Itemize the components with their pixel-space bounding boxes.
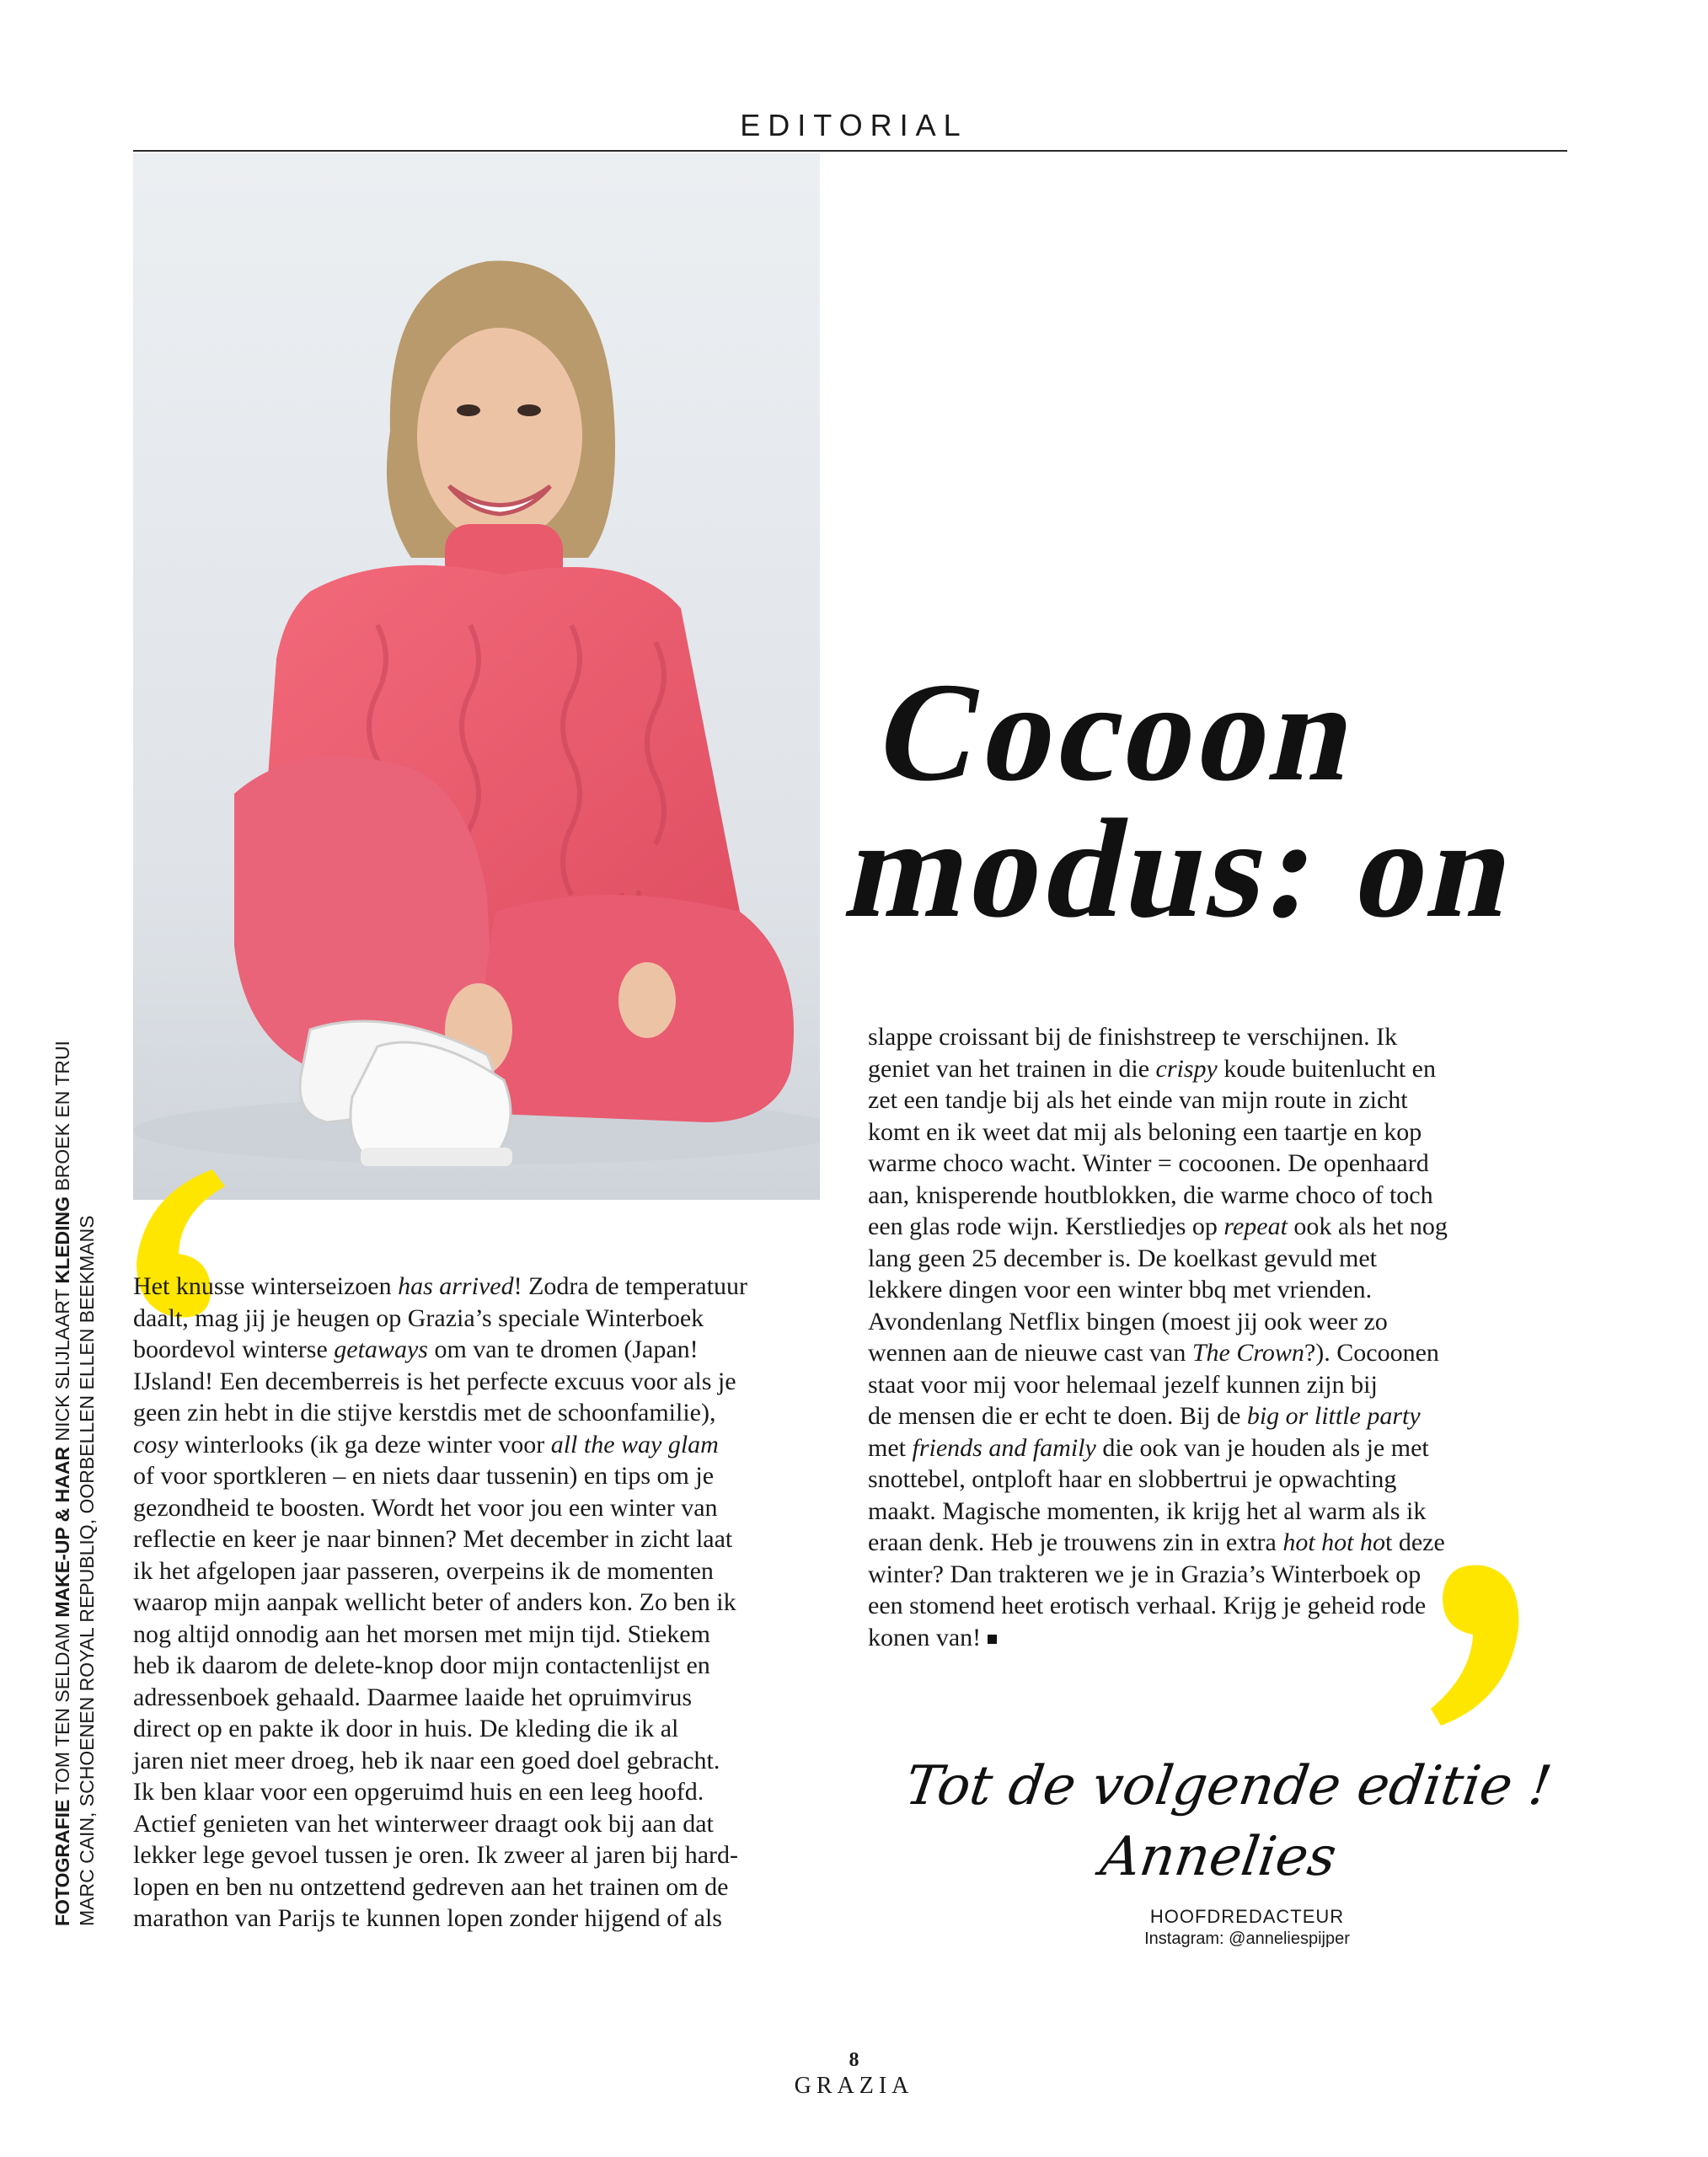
article-line: heb ik daarom de delete-knop door mijn contactenlijst en bbox=[133, 1651, 710, 1679]
article-line: direct op en pakte ik door in huis. De kleding die ik al bbox=[133, 1715, 679, 1742]
article-line: lekker lege gevoel tussen je oren. Ik zweer al jaren bij hard- bbox=[133, 1841, 739, 1869]
signoff bbox=[885, 1751, 1562, 1892]
article-line: geniet van het trainen in die crispy koude buitenlucht en bbox=[868, 1054, 1436, 1083]
article-line: waarop mijn aanpak wellicht beter of anders kon. Zo ben ik bbox=[133, 1588, 736, 1616]
article-right-column bbox=[868, 1021, 1525, 1653]
article-line: lang geen 25 december is. De koelkast gevuld met bbox=[868, 1244, 1377, 1272]
article-line: gezondheid te boosten. Wordt het voor jou een winter van bbox=[133, 1493, 718, 1522]
article-line: Ik ben klaar voor een opgeruimd huis en een leeg hoofd. bbox=[133, 1778, 704, 1806]
section-label: EDITORIAL bbox=[740, 108, 968, 142]
article-line: Het knusse winterseizoen has arrived! Zodra de temperatuur bbox=[133, 1272, 747, 1300]
headline bbox=[835, 654, 1587, 947]
headline-line-1: Cocoon bbox=[864, 654, 1374, 811]
article-line: lekkere dingen voor een winter bbq met vrienden. bbox=[868, 1276, 1373, 1303]
article-line: IJsland! Een decemberreis is het perfecte excuus voor als je bbox=[133, 1367, 736, 1395]
article-line: winter? Dan trakteren we je in Grazia’s Winterboek op bbox=[868, 1560, 1422, 1588]
article-line: Actief genieten van het winterweer draagt ook bij aan dat bbox=[133, 1809, 714, 1838]
article-line: zet een tandje bij als het einde van mijn route in zicht bbox=[868, 1086, 1408, 1114]
author-instagram: Instagram: @anneliespijper bbox=[1144, 1930, 1350, 1948]
article-text-right bbox=[868, 1021, 1525, 1653]
page-number: 8 bbox=[849, 2049, 859, 2071]
article-line: jaren niet meer droeg, heb ik naar een goed doel gebracht. bbox=[133, 1746, 720, 1774]
article-line: of voor sportkleren – en niets daar tussenin) en tips om je bbox=[133, 1462, 715, 1490]
photo-credits bbox=[51, 1033, 99, 1926]
signoff-line-1: Tot de volgende editie ! bbox=[902, 1755, 1555, 1817]
article-line: lopen en ben nu ontzettend gedreven aan het trainen om de bbox=[133, 1872, 729, 1901]
author-role: HOOFDREDACTEUR bbox=[1149, 1906, 1345, 1927]
article-line: wennen aan de nieuwe cast van The Crown?). Cocoonen bbox=[868, 1339, 1439, 1367]
article-line: ik het afgelopen jaar passeren, overpeins ik de momenten bbox=[133, 1556, 714, 1585]
headline-line-2: modus: on bbox=[835, 790, 1533, 947]
credits-line-2: MARC CAIN, SCHOENEN ROYAL REPUBLIQ, OORBELLEN ELLEN BEEKMANS bbox=[76, 1215, 98, 1926]
article-line: marathon van Parijs te kunnen lopen zonder hijgend of als bbox=[133, 1904, 722, 1932]
article-line: konen van! bbox=[868, 1622, 1525, 1654]
article-line: maakt. Magische momenten, ik krijg het al warm als ik bbox=[868, 1496, 1427, 1525]
editor-portrait-photo bbox=[133, 153, 820, 1200]
article-line: adressenboek gehaald. Daarmee laaide het opruimvirus bbox=[133, 1683, 693, 1711]
credits-line-1: FOTOGRAFIE TOM TEN SELDAM MAKE-UP & HAAR NICK SLIJLAART KLEDING BROEK EN TRUI bbox=[51, 1041, 73, 1926]
article-line: snottebel, ontploft haar en slobbertrui je opwachting bbox=[868, 1465, 1397, 1493]
article-line: met friends and family die ook van je houden als je met bbox=[868, 1433, 1429, 1462]
article-line: boordevol winterse getaways om van te dromen (Japan! bbox=[133, 1335, 699, 1363]
article-line: aan, knisperende houtblokken, die warme choco of toch bbox=[868, 1180, 1433, 1209]
article-line: Avondenlang Netflix bingen (moest jij ook weer zo bbox=[868, 1307, 1388, 1335]
article-line: daalt, mag jij je heugen op Grazia’s speciale Winterboek bbox=[133, 1303, 704, 1332]
header-rule bbox=[133, 150, 1567, 152]
article-line: geen zin hebt in die stijve kerstdis met de schoonfamilie), bbox=[133, 1399, 716, 1426]
article-line: warme choco wacht. Winter = cocoonen. De openhaard bbox=[868, 1149, 1429, 1177]
article-line: cosy winterlooks (ik ga deze winter voor all the way glam bbox=[133, 1430, 719, 1459]
article-line: komt en ik weet dat mij als beloning een taartje en kop bbox=[868, 1117, 1422, 1146]
article-left-column bbox=[133, 1271, 824, 1935]
brand-logo: GRAZIA bbox=[794, 2073, 914, 2099]
article-text-left bbox=[133, 1271, 824, 1935]
author-signature: Annelies bbox=[1096, 1826, 1341, 1888]
article-line: een glas rode wijn. Kerstliedjes op repeat ook als het nog bbox=[868, 1212, 1448, 1240]
article-line: eraan denk. Heb je trouwens zin in extra hot hot hot deze bbox=[868, 1528, 1445, 1556]
article-line: slappe croissant bij de finishstreep te verschijnen. Ik bbox=[868, 1023, 1398, 1051]
end-of-article-mark bbox=[988, 1635, 997, 1644]
article-line: een stomend heet erotisch verhaal. Krijg je geheid rode bbox=[868, 1592, 1427, 1619]
article-line: reflectie en keer je naar binnen? Met december in zicht laat bbox=[133, 1525, 733, 1553]
article-line: nog altijd onnodig aan het morsen met mijn tijd. Stiekem bbox=[133, 1619, 710, 1648]
article-line: de mensen die er echt te doen. Bij de big or little party bbox=[868, 1402, 1421, 1430]
article-line: staat voor mij voor helemaal jezelf kunnen zijn bij bbox=[868, 1370, 1378, 1399]
